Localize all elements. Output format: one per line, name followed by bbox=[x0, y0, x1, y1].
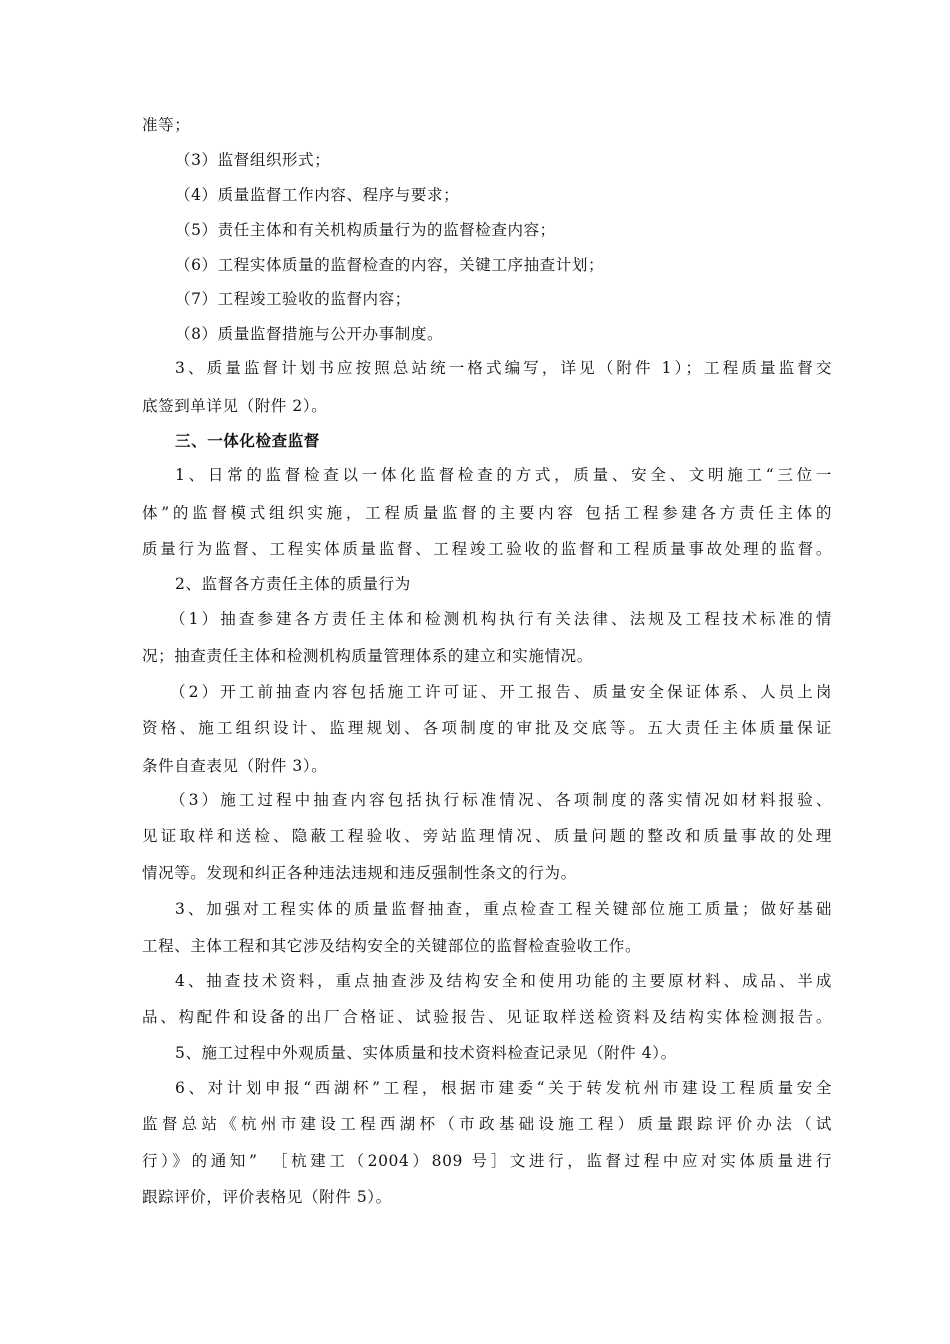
paragraph-line: 品、构配件和设备的出厂合格证、试验报告、见证取样送检资料及结构实体检测报告。 bbox=[142, 1008, 832, 1026]
list-item-4: （4）质量监督工作内容、程序与要求； bbox=[175, 186, 460, 204]
list-item-8: （8）质量监督措施与公开办事制度。 bbox=[175, 325, 444, 343]
paragraph-line: 质量行为监督、工程实体质量监督、工程竣工验收的监督和工程质量事故处理的监督。 bbox=[142, 540, 832, 558]
paragraph-line: 资格、施工组织设计、监理规划、各项制度的审批及交底等。五大责任主体质量保证 bbox=[142, 719, 832, 737]
paragraph-line: 况；抽查责任主体和检测机构质量管理体系的建立和实施情况。 bbox=[142, 647, 593, 665]
list-item-5: （5）责任主体和有关机构质量行为的监督检查内容； bbox=[175, 221, 556, 239]
paragraph-line: 体”的监督模式组织实施，工程质量监督的主要内容 包括工程参建各方责任主体的 bbox=[142, 504, 832, 522]
paragraph-line: 3、加强对工程实体的质量监督抽查，重点检查工程关键部位施工质量；做好基础 bbox=[175, 900, 832, 918]
paragraph-line: 监督总站《杭州市建设工程西湖杯（市政基础设施工程）质量跟踪评价办法（试 bbox=[142, 1115, 832, 1133]
list-item-7: （7）工程竣工验收的监督内容； bbox=[175, 290, 411, 308]
paragraph-line: （3）施工过程中抽查内容包括执行标准情况、各项制度的落实情况如材料报验、 bbox=[170, 791, 832, 809]
paragraph-line: 3、质量监督计划书应按照总站统一格式编写，详见（附件 1）；工程质量监督交 bbox=[175, 359, 832, 377]
paragraph-line: 跟踪评价，评价表格见（附件 5）。 bbox=[142, 1188, 392, 1206]
paragraph-line: （1）抽查参建各方责任主体和检测机构执行有关法律、法规及工程技术标准的情 bbox=[170, 610, 832, 628]
paragraph-line: 见证取样和送检、隐蔽工程验收、旁站监理情况、质量问题的整改和质量事故的处理 bbox=[142, 827, 832, 845]
paragraph-line: 行）》的通知” ［杭建工（2004）809 号］文进行，监督过程中应对实体质量进行 bbox=[142, 1152, 832, 1170]
paragraph-line: 准等； bbox=[142, 116, 191, 134]
list-item-3: （3）监督组织形式； bbox=[175, 151, 331, 169]
paragraph-line: 底签到单详见（附件 2）。 bbox=[142, 397, 328, 415]
paragraph-line: 条件自查表见（附件 3）。 bbox=[142, 757, 328, 775]
paragraph-line: 5、施工过程中外观质量、实体质量和技术资料检查记录见（附件 4）。 bbox=[175, 1044, 677, 1062]
paragraph-line: 情况等。发现和纠正各种违法违规和违反强制性条文的行为。 bbox=[142, 864, 577, 882]
paragraph-line: 1、日常的监督检查以一体化监督检查的方式，质量、安全、文明施工“三位一 bbox=[175, 466, 832, 484]
paragraph-line: 4、抽查技术资料，重点抽查涉及结构安全和使用功能的主要原材料、成品、半成 bbox=[175, 972, 832, 990]
paragraph-line: 2、监督各方责任主体的质量行为 bbox=[175, 575, 411, 593]
paragraph-line: （2）开工前抽查内容包括施工许可证、开工报告、质量安全保证体系、人员上岗 bbox=[170, 683, 832, 701]
section-heading: 三、一体化检查监督 bbox=[175, 432, 320, 450]
list-item-6: （6）工程实体质量的监督检查的内容，关键工序抽查计划； bbox=[175, 256, 605, 274]
paragraph-line: 工程、主体工程和其它涉及结构安全的关键部位的监督检查验收工作。 bbox=[142, 937, 642, 955]
paragraph-line: 6、对计划申报“西湖杯”工程，根据市建委“关于转发杭州市建设工程质量安全 bbox=[175, 1079, 832, 1097]
